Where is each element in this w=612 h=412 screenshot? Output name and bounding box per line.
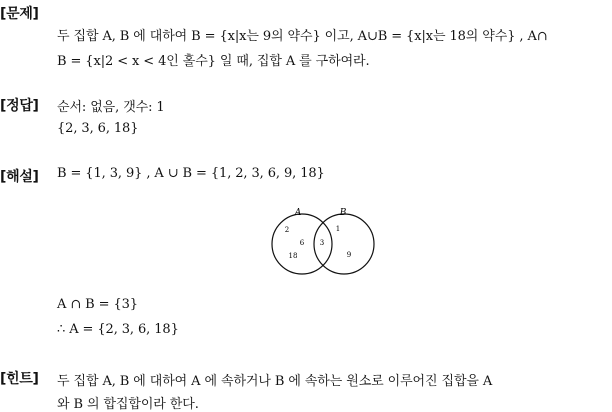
- hint-line-1: 두 집합 A, B 에 대하여 A 에 속하거나 B 에 속하는 원소로 이루어진 집합을 A: [57, 374, 493, 389]
- intersection-element: 3: [319, 239, 325, 247]
- hint-line-2: 와 B 의 합집합이라 한다.: [57, 397, 199, 412]
- answer-label: [정답]: [0, 98, 39, 114]
- hint-label: [힌트]: [0, 371, 39, 387]
- a-only-element: 2: [284, 226, 290, 234]
- problem-label: [문제]: [0, 6, 39, 22]
- b-only-element: 9: [346, 251, 352, 259]
- problem-line-2: B = {x|2 < x < 4인 홀수} 일 때, 집합 A 를 구하여라.: [57, 54, 370, 69]
- set-a-label: A: [294, 208, 302, 218]
- solution-line-3: ∴ A = {2, 3, 6, 18}: [57, 322, 179, 337]
- solution-line-2: A ∩ B = {3}: [57, 297, 138, 312]
- solution-label: [해설]: [0, 169, 39, 185]
- problem-line-1: 두 집합 A, B 에 대하여 B = {x|x는 9의 약수} 이고, A∪B = {x|x는 18의 약수} , A∩: [57, 29, 548, 44]
- a-only-element: 18: [288, 252, 298, 260]
- set-b-label: B: [339, 208, 347, 218]
- b-only-element: 1: [335, 225, 341, 233]
- answer-line-1: 순서: 없음, 갯수: 1: [57, 100, 165, 115]
- a-only-element: 6: [299, 239, 305, 247]
- venn-diagram: [268, 204, 378, 276]
- solution-line-1: B = {1, 3, 9} , A ∪ B = {1, 2, 3, 6, 9, 18}: [57, 166, 325, 181]
- answer-line-2: {2, 3, 6, 18}: [57, 121, 139, 136]
